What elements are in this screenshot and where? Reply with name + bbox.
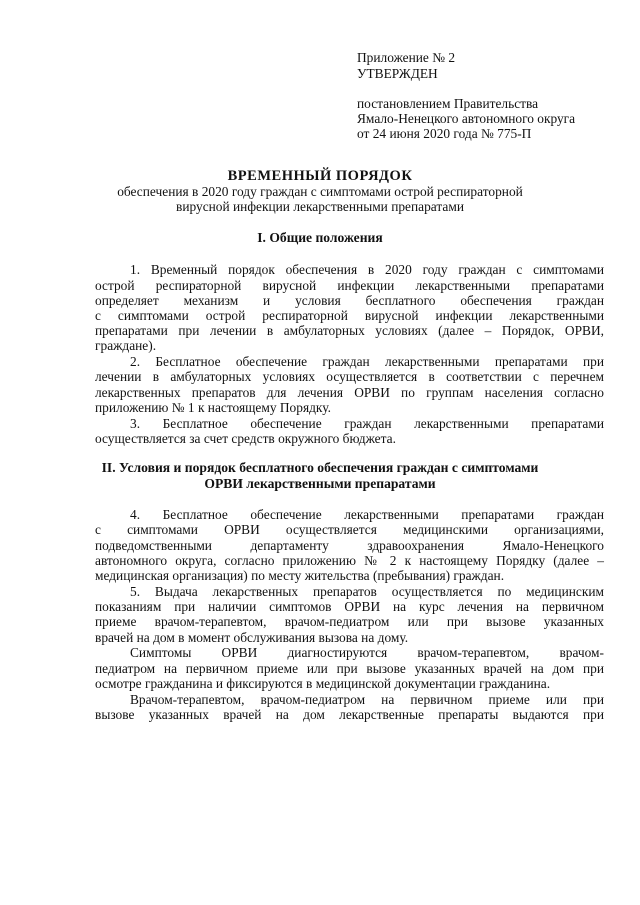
paragraph-line: приеме врачом-терапевтом, врачом-педиатром или при вызове указанных — [95, 614, 604, 629]
paragraph-line: 1. Временный порядок обеспечения в 2020 году граждан с симптомами — [130, 262, 604, 277]
paragraph-line: с симптомами ОРВИ осуществляется медицинскими организациями, — [95, 522, 604, 537]
paragraph-line: граждане). — [95, 338, 157, 353]
approved-stamp: УТВЕРЖДЕН — [357, 66, 438, 81]
paragraph-line: с симптомами острой респираторной вирусной инфекции лекарственными — [95, 308, 604, 323]
paragraph-line: приложению № 1 к настоящему Порядку. — [95, 400, 331, 415]
paragraph-line: лекарственных препаратов для лечения ОРВИ по группам населения согласно — [95, 385, 604, 400]
paragraph-line: врачей на дом в момент обслуживания вызова на дому. — [95, 630, 409, 645]
paragraph-line: острой респираторной вирусной инфекции лекарственными препаратами — [95, 278, 604, 293]
paragraph-line: Врачом-терапевтом, врачом-педиатром на первичном приеме или при — [130, 692, 604, 707]
document-subtitle-line-1: обеспечения в 2020 году граждан с симптомами острой респираторной — [117, 184, 523, 199]
section-2-heading-line-2: ОРВИ лекарственными препаратами — [204, 476, 436, 491]
document-title: ВРЕМЕННЫЙ ПОРЯДОК — [227, 168, 413, 184]
paragraph-line: педиатром на первичном приеме или при вызове указанных врачей на дом при — [95, 661, 604, 676]
paragraph-line: вызове указанных врачей на дом лекарственные препараты выдаются при — [95, 707, 604, 722]
paragraph-line: осуществляется за счет средств окружного бюджета. — [95, 431, 396, 446]
paragraph-line: медицинская организация) по месту жительства (пребывания) граждан. — [95, 568, 505, 583]
paragraph-line: 2. Бесплатное обеспечение граждан лекарственными препаратами при — [130, 354, 604, 369]
decree-line-1: постановлением Правительства — [357, 96, 539, 111]
section-2-heading-line-1: II. Условия и порядок бесплатного обеспечения граждан с симптомами — [101, 460, 539, 475]
paragraph-line: препаратами при лечении в амбулаторных условиях (далее – Порядок, ОРВИ, — [95, 323, 604, 338]
appendix-number: Приложение № 2 — [357, 50, 456, 65]
decree-line-2: Ямало-Ненецкого автономного округа — [357, 111, 576, 126]
section-1-heading: I. Общие положения — [257, 230, 383, 245]
paragraph-line: 3. Бесплатное обеспечение граждан лекарственными препаратами — [130, 416, 604, 431]
paragraph-line: показаниям при наличии симптомов ОРВИ на курс лечения на первичном — [95, 599, 604, 614]
paragraph-line: подведомственными департаменту здравоохранения Ямало-Ненецкого — [95, 538, 604, 553]
paragraph-line: осмотре гражданина и фиксируются в медицинской документации гражданина. — [95, 676, 551, 691]
paragraph-line: 5. Выдача лекарственных препаратов осуществляется по медицинским — [130, 584, 604, 599]
paragraph-line: Симптомы ОРВИ диагностируются врачом-терапевтом, врачом- — [130, 645, 604, 660]
paragraph-line: 4. Бесплатное обеспечение лекарственными препаратами граждан — [130, 507, 604, 522]
paragraph-line: автономного округа, согласно приложению № 2 к настоящему Порядку (далее – — [95, 553, 604, 568]
paragraph-line: лечении в амбулаторных условиях осуществляется в соответствии с перечнем — [95, 369, 604, 384]
decree-line-3: от 24 июня 2020 года № 775-П — [357, 126, 532, 141]
paragraph-line: определяет механизм и условия бесплатного обеспечения граждан — [95, 293, 604, 308]
document-subtitle-line-2: вирусной инфекции лекарственными препаратами — [176, 199, 464, 214]
